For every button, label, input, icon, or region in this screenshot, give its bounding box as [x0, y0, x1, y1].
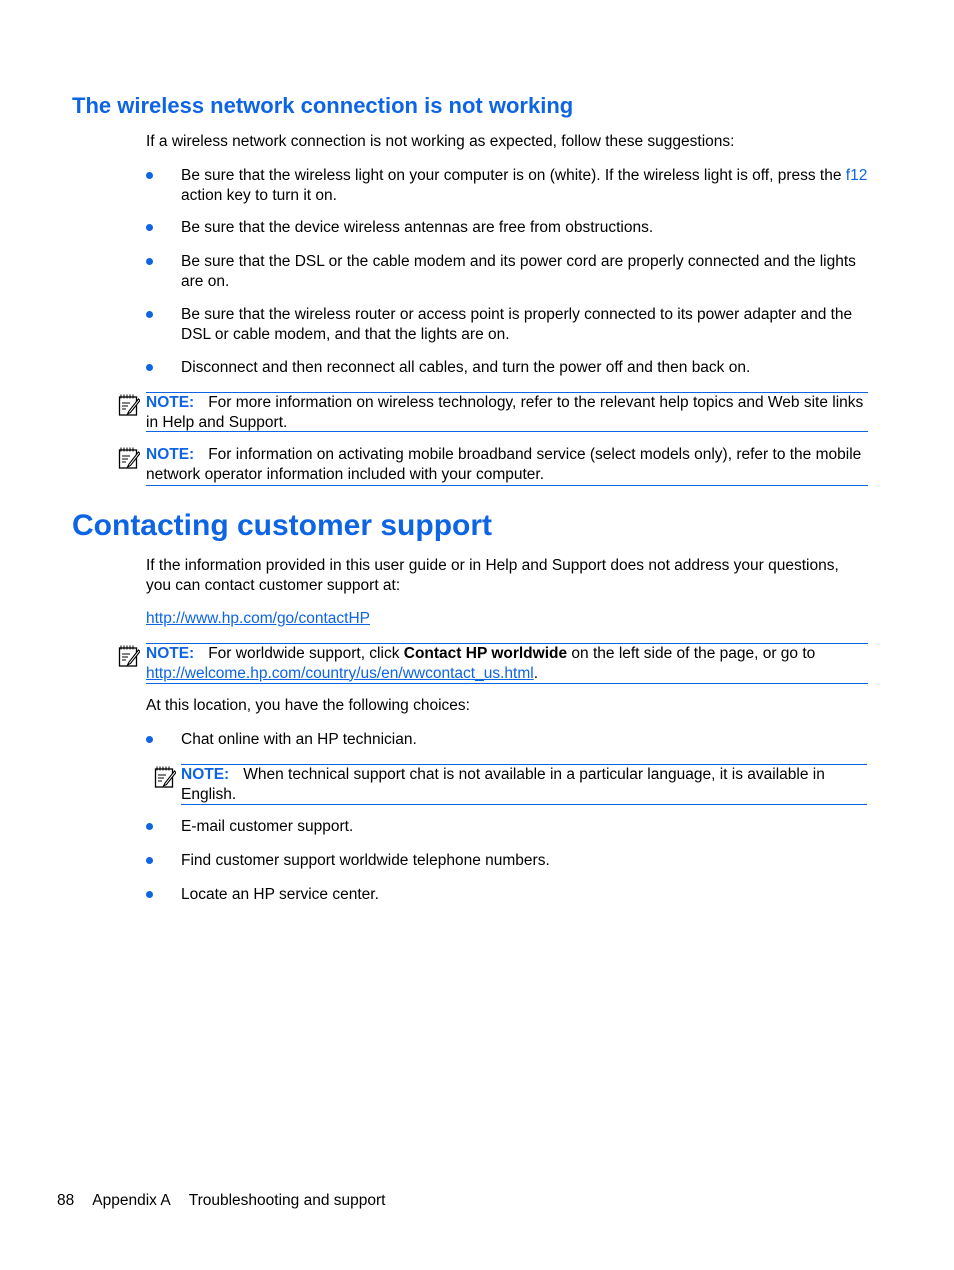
f12-key-label: f12	[845, 167, 868, 184]
bullet-dot	[146, 224, 153, 231]
page-number: 88	[57, 1192, 75, 1209]
bullet-dot	[146, 736, 153, 743]
list-item: Be sure that the device wireless antennas are free from obstructions.	[181, 219, 654, 236]
note-pad-icon	[118, 393, 140, 417]
bullet-dot	[146, 258, 153, 265]
bullet-dot	[146, 857, 153, 864]
contact-hp-link[interactable]: http://www.hp.com/go/contactHP	[146, 610, 370, 627]
note-label: NOTE:	[181, 766, 230, 783]
list-item: Locate an HP service center.	[181, 886, 379, 903]
page-footer	[57, 1191, 385, 1211]
note-pad-icon	[118, 644, 140, 668]
note-mobile-broadband: NOTE: For information on activating mobile broadband service (select models only), refer to the mobile network operator information included with your computer.	[146, 445, 868, 486]
section-heading-wireless: The wireless network connection is not working	[72, 93, 574, 118]
list-item: Chat online with an HP technician.	[181, 731, 417, 748]
list-item: Be sure that the wireless router or access point is properly connected to its power adapter and the DSL or cable modem, and that the lights are on.	[181, 306, 853, 343]
note-pad-icon	[118, 446, 140, 470]
footer-appendix: Appendix A	[92, 1192, 171, 1209]
bullet-dot	[146, 823, 153, 830]
note-wireless-info: NOTE: For more information on wireless technology, refer to the relevant help topics and Web site links in Help and Support.	[146, 392, 868, 432]
note-label: NOTE:	[146, 394, 195, 411]
bullet-dot	[146, 172, 153, 179]
section-intro: If the information provided in this user guide or in Help and Support does not address your questions, you can contact customer support at:	[146, 557, 839, 594]
contact-hp-worldwide-label: Contact HP worldwide	[403, 645, 568, 662]
wwcontact-link[interactable]: http://welcome.hp.com/country/us/en/wwcontact_us.html	[146, 664, 534, 682]
note-pad-icon	[154, 765, 176, 789]
bullet-dot	[146, 364, 153, 371]
note-worldwide-support: NOTE: For worldwide support, click Contact HP worldwide on the left side of the page, or go to http://welcome.hp.com/country/us/en/wwcontact_us.html.	[146, 643, 868, 684]
note-label: NOTE:	[146, 446, 195, 463]
choices-intro: At this location, you have the following choices:	[146, 697, 470, 714]
section-intro: If a wireless network connection is not working as expected, follow these suggestions:	[146, 133, 735, 150]
list-item: Disconnect and then reconnect all cables, and turn the power off and then back on.	[181, 359, 751, 376]
bullet-dot	[146, 311, 153, 318]
list-item: E-mail customer support.	[181, 818, 354, 835]
list-item: Be sure that the wireless light on your computer is on (white). If the wireless light is off, press the f12 action key to turn it on.	[181, 167, 868, 204]
footer-title: Troubleshooting and support	[188, 1192, 386, 1209]
note-chat-language: NOTE: When technical support chat is not available in a particular language, it is available in English.	[181, 764, 867, 805]
section-heading-contacting-support: Contacting customer support	[72, 509, 493, 542]
note-label: NOTE:	[146, 645, 195, 662]
list-item: Find customer support worldwide telephone numbers.	[181, 852, 550, 869]
list-item: Be sure that the DSL or the cable modem and its power cord are properly connected and the lights are on.	[181, 253, 856, 290]
bullet-dot	[146, 891, 153, 898]
